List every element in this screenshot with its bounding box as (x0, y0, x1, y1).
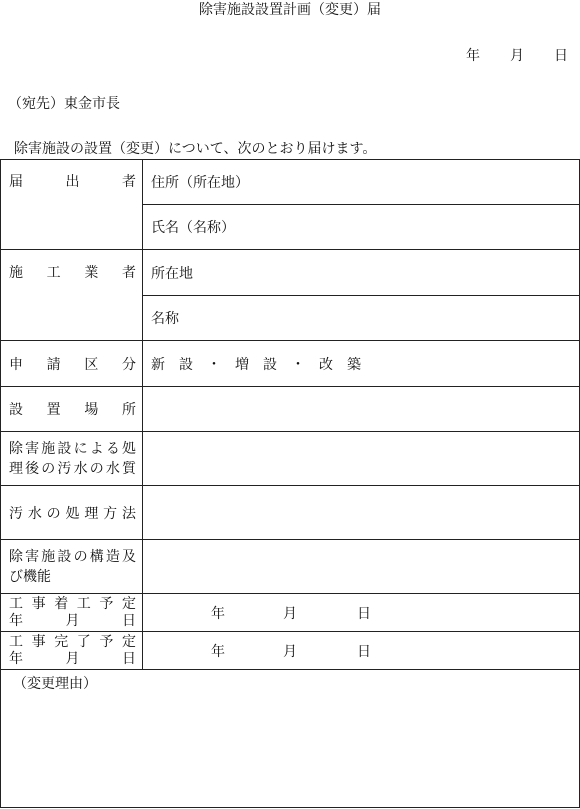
start-date-day: 日 (357, 605, 371, 622)
date-month-label: 月 (510, 48, 524, 64)
water-quality-field[interactable] (143, 432, 580, 486)
completion-date-field[interactable] (143, 632, 580, 670)
treatment-method-label-cell (1, 486, 143, 540)
intro-text: 除害施設の設置（変更）について、次のとおり届けます。 (14, 141, 377, 157)
completion-date-label-cell (1, 632, 143, 670)
structure-label-cell (1, 540, 143, 594)
structure-label-line2: び機能 (9, 568, 51, 585)
start-date-label-line2: 年 月 日 (9, 612, 136, 629)
water-quality-label-line2: 理後の汚水の水質 (9, 460, 136, 477)
completion-date-year: 年 (211, 643, 225, 660)
document-title: 除害施設設置計画（変更）届 (199, 2, 381, 18)
change-reason-field[interactable] (1, 670, 580, 808)
treatment-method-field[interactable] (143, 486, 580, 540)
application-type-options[interactable]: 新 設 ・ 増 設 ・ 改 築 (143, 341, 580, 387)
addressee: （宛先）東金市長 (8, 96, 120, 112)
completion-date-day: 日 (357, 643, 371, 660)
water-quality-label-cell (1, 432, 143, 486)
contractor-location-field[interactable]: 所在地 (143, 250, 580, 296)
contractor-name-field[interactable]: 名称 (143, 296, 580, 341)
water-quality-label-line1: 除害施設による処 (9, 440, 136, 457)
start-date-month: 月 (283, 605, 297, 622)
start-date-field[interactable] (143, 594, 580, 632)
application-type-label: 申 請 区 分 (9, 356, 136, 373)
structure-field[interactable] (143, 540, 580, 594)
date-day-label: 日 (554, 48, 568, 64)
contractor-label: 施 工 業 者 (9, 265, 136, 281)
structure-label-line1: 除害施設の構造及 (9, 548, 136, 565)
start-date-year: 年 (211, 605, 225, 622)
location-field[interactable] (143, 387, 580, 432)
notification-form-table (0, 159, 580, 808)
notifier-label: 届 出 者 (9, 174, 136, 190)
start-date-label-line1: 工事着工予定 (9, 595, 136, 612)
notifier-name-field[interactable]: 氏名（名称） (143, 205, 580, 250)
notifier-label-cell (1, 160, 143, 250)
application-type-label-cell (1, 341, 143, 387)
completion-date-label-line1: 工事完了予定 (9, 633, 136, 650)
start-date-label-cell (1, 594, 143, 632)
date-year-label: 年 (466, 48, 480, 64)
location-label-cell (1, 387, 143, 432)
location-label: 設 置 場 所 (9, 402, 136, 418)
completion-date-label-line2: 年 月 日 (9, 650, 136, 667)
notifier-address-field[interactable]: 住所（所在地） (143, 160, 580, 205)
completion-date-month: 月 (283, 643, 297, 660)
change-reason-label: （変更理由） (13, 676, 97, 692)
contractor-label-cell (1, 250, 143, 341)
treatment-method-label: 汚水の処理方法 (9, 505, 136, 522)
